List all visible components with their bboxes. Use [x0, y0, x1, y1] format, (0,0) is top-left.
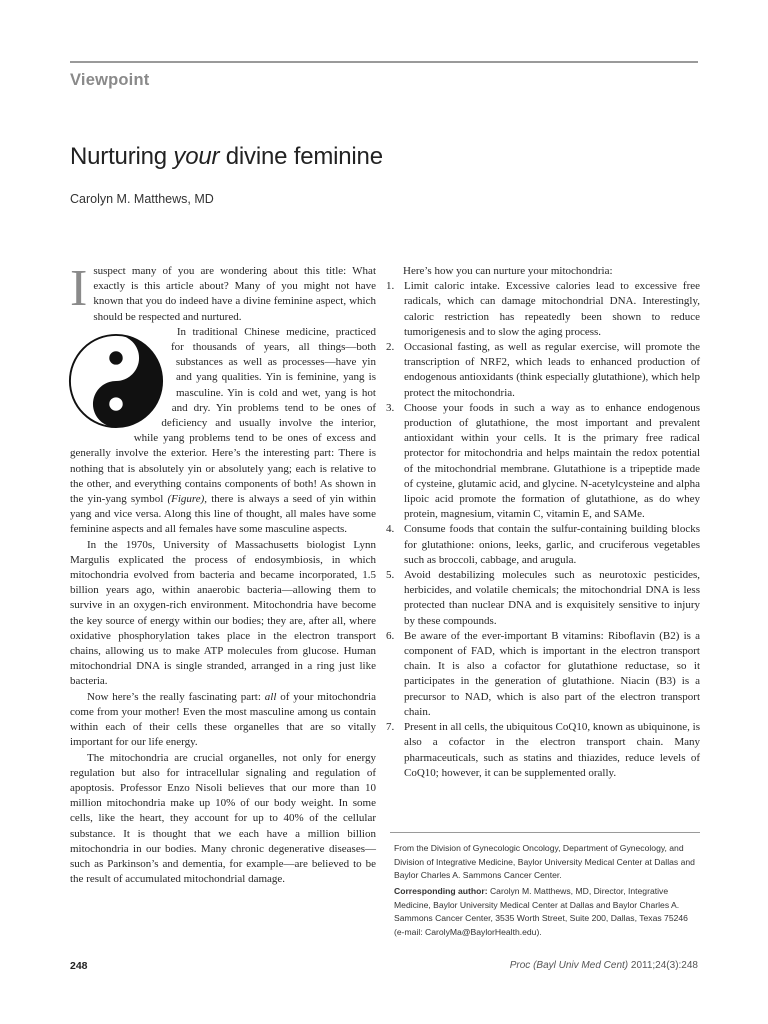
list-item-1: 1. Limit caloric intake. Excessive calories lead to excessive free radicals, which can damage mitochondrial DNA. Interestingly, caloric restriction has repeatedly been shown to reduce tumorigenesis and to slow the aging process.	[386, 280, 700, 338]
drop-cap: I	[70, 260, 88, 317]
list-item-7: 7. Present in all cells, the ubiquitous CoQ10, known as ubiquinone, is also a cofactor in the electron transport chain. Many pharmaceuticals, such as statins and thiazides, reduce levels of CoQ10; however, it can be supplemented orally.	[386, 721, 700, 779]
page-number: 248	[70, 960, 88, 972]
list-item-5: 5. Avoid destabilizing molecules such as neurotoxic pesticides, herbicides, and volatile chemicals; the mitochondrial DNA is less protected than nuclear DNA and is exquisitely sensitive to injury by these compounds.	[386, 569, 700, 627]
title-emphasis: your	[173, 143, 220, 170]
body-column-right	[386, 264, 700, 781]
figure-reference: (Figure)	[167, 493, 205, 506]
list-item-4: 4. Consume foods that contain the sulfur-containing building blocks for glutathione: onions, leeks, garlic, and cruciferous vegetables such as broccoli, cabbage, and arugula.	[386, 523, 700, 566]
list-item-2: 2. Occasional fasting, as well as regular exercise, will promote the transcription of NRF2, which leads to enhanced production of endogenous antioxidants (think especially glutathione), which help protect the mitochondria.	[386, 341, 700, 399]
section-label: Viewpoint	[70, 71, 150, 89]
title-part-1: Nurturing	[70, 143, 174, 170]
affiliation-note: From the Division of Gynecologic Oncology, Department of Gynecology, and Division of Integrative Medicine, Baylor University Medical Center at Dallas and Baylor Charles A. Sammons Cancer Center.	[394, 843, 695, 880]
paragraph-2: In traditional Chinese medicine, practiced for thousands of years, all things—both substances as well as processes—have yin and yang qualities. Yin is feminine, yang is masculine. Yin is cold and wet, yang is hot and dry. Yin problems tend to be ones of deficiency and usually involve the interior, while yang problems tend to be ones of excess and generally involve the exterior. Here’s the interesting part: There is nothing that is absolutely yin or absolutely yang; each is relative to the other, and everything contains components of both! As shown in the yin-yang symbol (Figure), there is always a seed of yin within yang and vice versa. Along this line of thought, all males have some feminine aspects and all females have some masculine aspects.	[70, 325, 376, 536]
corresponding-label: Corresponding author:	[394, 886, 488, 896]
paragraph-1: Isuspect many of you are wondering about this title: What exactly is this article about? Many of you might not have known that you do indeed have a divine feminine aspect, which should be respected and nurtured.	[70, 260, 376, 323]
corresponding-author-note: Corresponding author: Carolyn M. Matthews, MD, Director, Integrative Medicine, Baylor University Medical Center at Dallas and Baylor Charles A. Sammons Cancer Center, 3535 Worth Street, Suite 200, Dallas, Texas 75246 (e-mail: CarolyMa@BaylorHealth.edu).	[394, 886, 688, 937]
list-intro: Here’s how you can nurture your mitochondria:	[403, 265, 613, 277]
citation-volume: 2011;24(3):248	[628, 960, 698, 971]
list-item-3: 3. Choose your foods in such a way as to enhance endogenous production of glutathione, the most important and prevalent antioxidant within your cells. It is the primary free radical protector for mitochondria and helps maintain the redox potential of the mitochondrial membrane. Glutathione is a tripeptide made of cysteine, glutamic acid, and glycine. N-acetylcysteine and alpha lipoic acid promote the formation of glutathione, as do whey protein, magnesium, vitamin C, vitamin E, and SAMe.	[386, 401, 700, 521]
emphasis-all: all	[264, 690, 277, 703]
journal-name: Proc (Bayl Univ Med Cent)	[509, 960, 629, 971]
paragraph-3: In the 1970s, University of Massachusetts biologist Lynn Margulis explicated the process of endosymbiosis, in which mitochondria evolved from bacteria and became incorporated, 1.5 billion years ago, within anaerobic bacteria—allowing them to survive in an oxygen-rich environment. Mitochondria have become the key source of energy within our bodies; they are, after all, where oxidative phosphorylation takes place in the electron transport chains, allowing us to make ATP molecules from glucose. Human mitochondrial DNA is single stranded, arranged in a ring just like bacteria.	[70, 538, 376, 688]
body-column-left	[70, 260, 376, 887]
article-title	[70, 143, 383, 171]
paragraph-5: The mitochondria are crucial organelles, not only for energy regulation but also for intracellular signaling and regulation of apoptosis. Professor Enzo Nisoli believes that our more than 10 million mitochondria make up 10% of our body weight. In some cells, like the heart, they account for up to 40% of the cellular substance. It is thought that we each have a million billion mitochondria in our bodies. Many chronic degenerative diseases—such as Parkinson’s and dementia, for example—are believed to be the result of accumulated mitochondrial damage.	[70, 751, 376, 886]
list-item-6: 6. Be aware of the ever-important B vitamins: Riboflavin (B2) is a component of FAD, which is important in the electron transport chain. It is also a cofactor for glutathione reductase, so it participates in the generation of glutathione. Niacin (B3) is a precursor to NAD, which is also part of the electron transport chain.	[386, 629, 700, 718]
top-rule	[70, 61, 698, 63]
author-line: Carolyn M. Matthews, MD	[70, 192, 214, 206]
title-part-2: divine feminine	[219, 143, 383, 170]
numbered-list	[386, 279, 700, 781]
yin-yang-figure	[68, 333, 164, 429]
paragraph-4: Now here’s the really fascinating part: all of your mitochondria come from your mother! Even the most masculine among us contain within each of their cells these organelles that are so vitally important for our life energy.	[70, 690, 376, 749]
journal-citation	[510, 960, 698, 971]
footnote-rule	[390, 832, 700, 833]
